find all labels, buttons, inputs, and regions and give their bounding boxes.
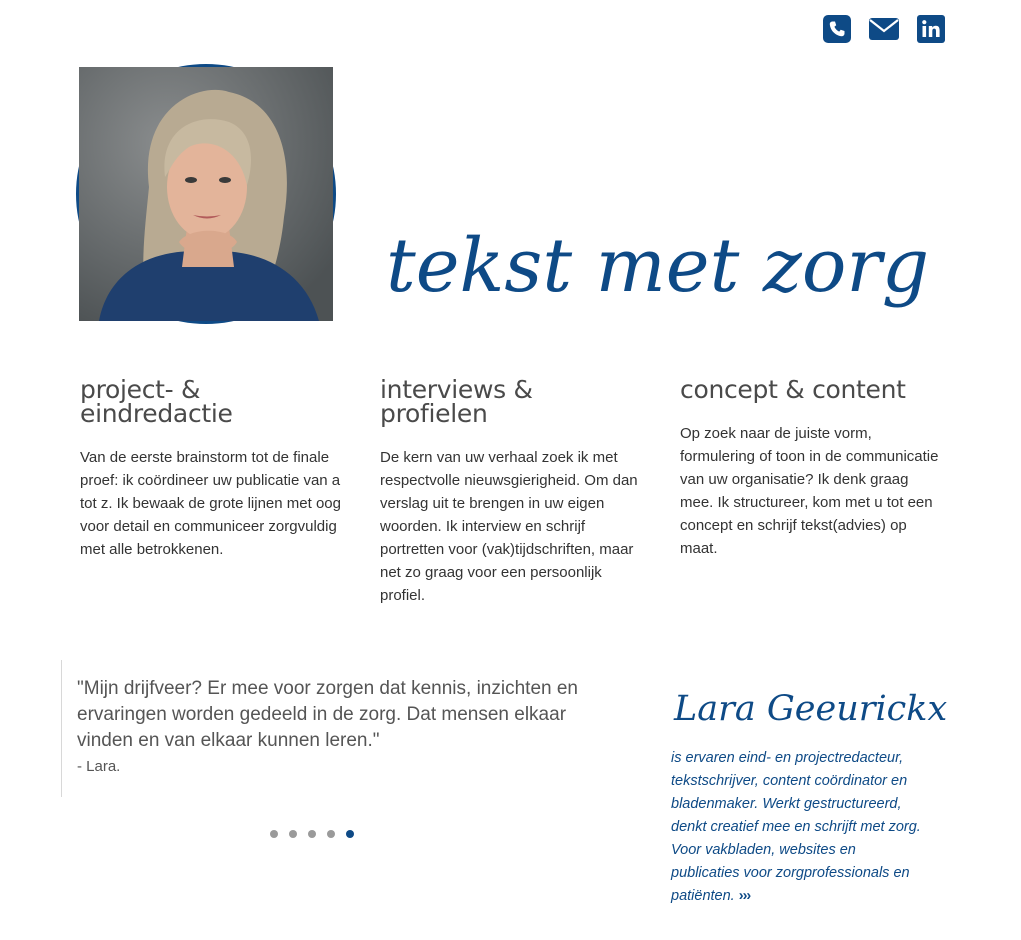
author-bio [671,747,921,908]
carousel-dot-5-active[interactable] [346,830,354,838]
mail-icon[interactable] [868,14,900,44]
carousel-dot-4[interactable] [327,830,335,838]
portrait-avatar [76,64,336,324]
service-body: Op zoek naar de juiste vorm, formulering of toon in de communicatie van uw organisatie? Ik denk graag mee. Ik structureer, kom met u tot een concept en schrijf tekst(advies) op maat. [680,425,939,557]
service-interviews-profielen [380,375,642,607]
author-bio-text: is ervaren eind- en projectredacteur, tekstschrijver, content coördinator en bladenmaker. Werkt gestructureerd, denkt creatief mee en schrijft met zorg. Voor vakbladen, websites en publicaties voor zorgprofessionals en patiënten. [671,750,921,904]
service-body: De kern van uw verhaal zoek ik met respectvolle nieuwsgierigheid. Om dan verslag uit te brengen in uw eigen woorden. Ik interview en schrijf portretten voor (vak)tijdschriften, maar net zo graag voor een persoonlijk profiel. [380,449,638,604]
phone-icon[interactable] [822,14,852,44]
author-name-logo [672,676,948,740]
service-title: interviews & profielen [380,375,533,428]
service-title: project- & eindredactie [80,375,233,428]
service-title: concept & content [680,375,906,404]
carousel-dot-3[interactable] [308,830,316,838]
testimonial-quote: "Mijn drijfveer? Er mee voor zorgen dat kennis, inzichten en ervaringen worden gedeeld in de zorg. Dat mensen elkaar vinden en van elkaar kunnen leren." [77,678,578,751]
social-links [822,14,946,44]
service-project-eindredactie [80,375,342,561]
service-body: Van de eerste brainstorm tot de finale proef: ik coördineer uw publicatie van a tot z. Ik bewaak de grote lijnen met oog voor detail en communiceer zorgvuldig met alle betrokkenen. [80,449,341,558]
carousel-dot-1[interactable] [270,830,278,838]
testimonial [61,660,622,797]
brand-tagline-text: tekst met zorg [386,223,930,309]
carousel-dots [270,830,354,838]
linkedin-icon[interactable] [916,14,946,44]
author-name-text: Lara Geeurickx [674,689,948,729]
testimonial-author: - Lara. [77,758,121,775]
service-concept-content [680,375,942,560]
carousel-dot-2[interactable] [289,830,297,838]
brand-tagline-logo [382,205,930,345]
read-more-link[interactable]: ››› [738,888,751,904]
